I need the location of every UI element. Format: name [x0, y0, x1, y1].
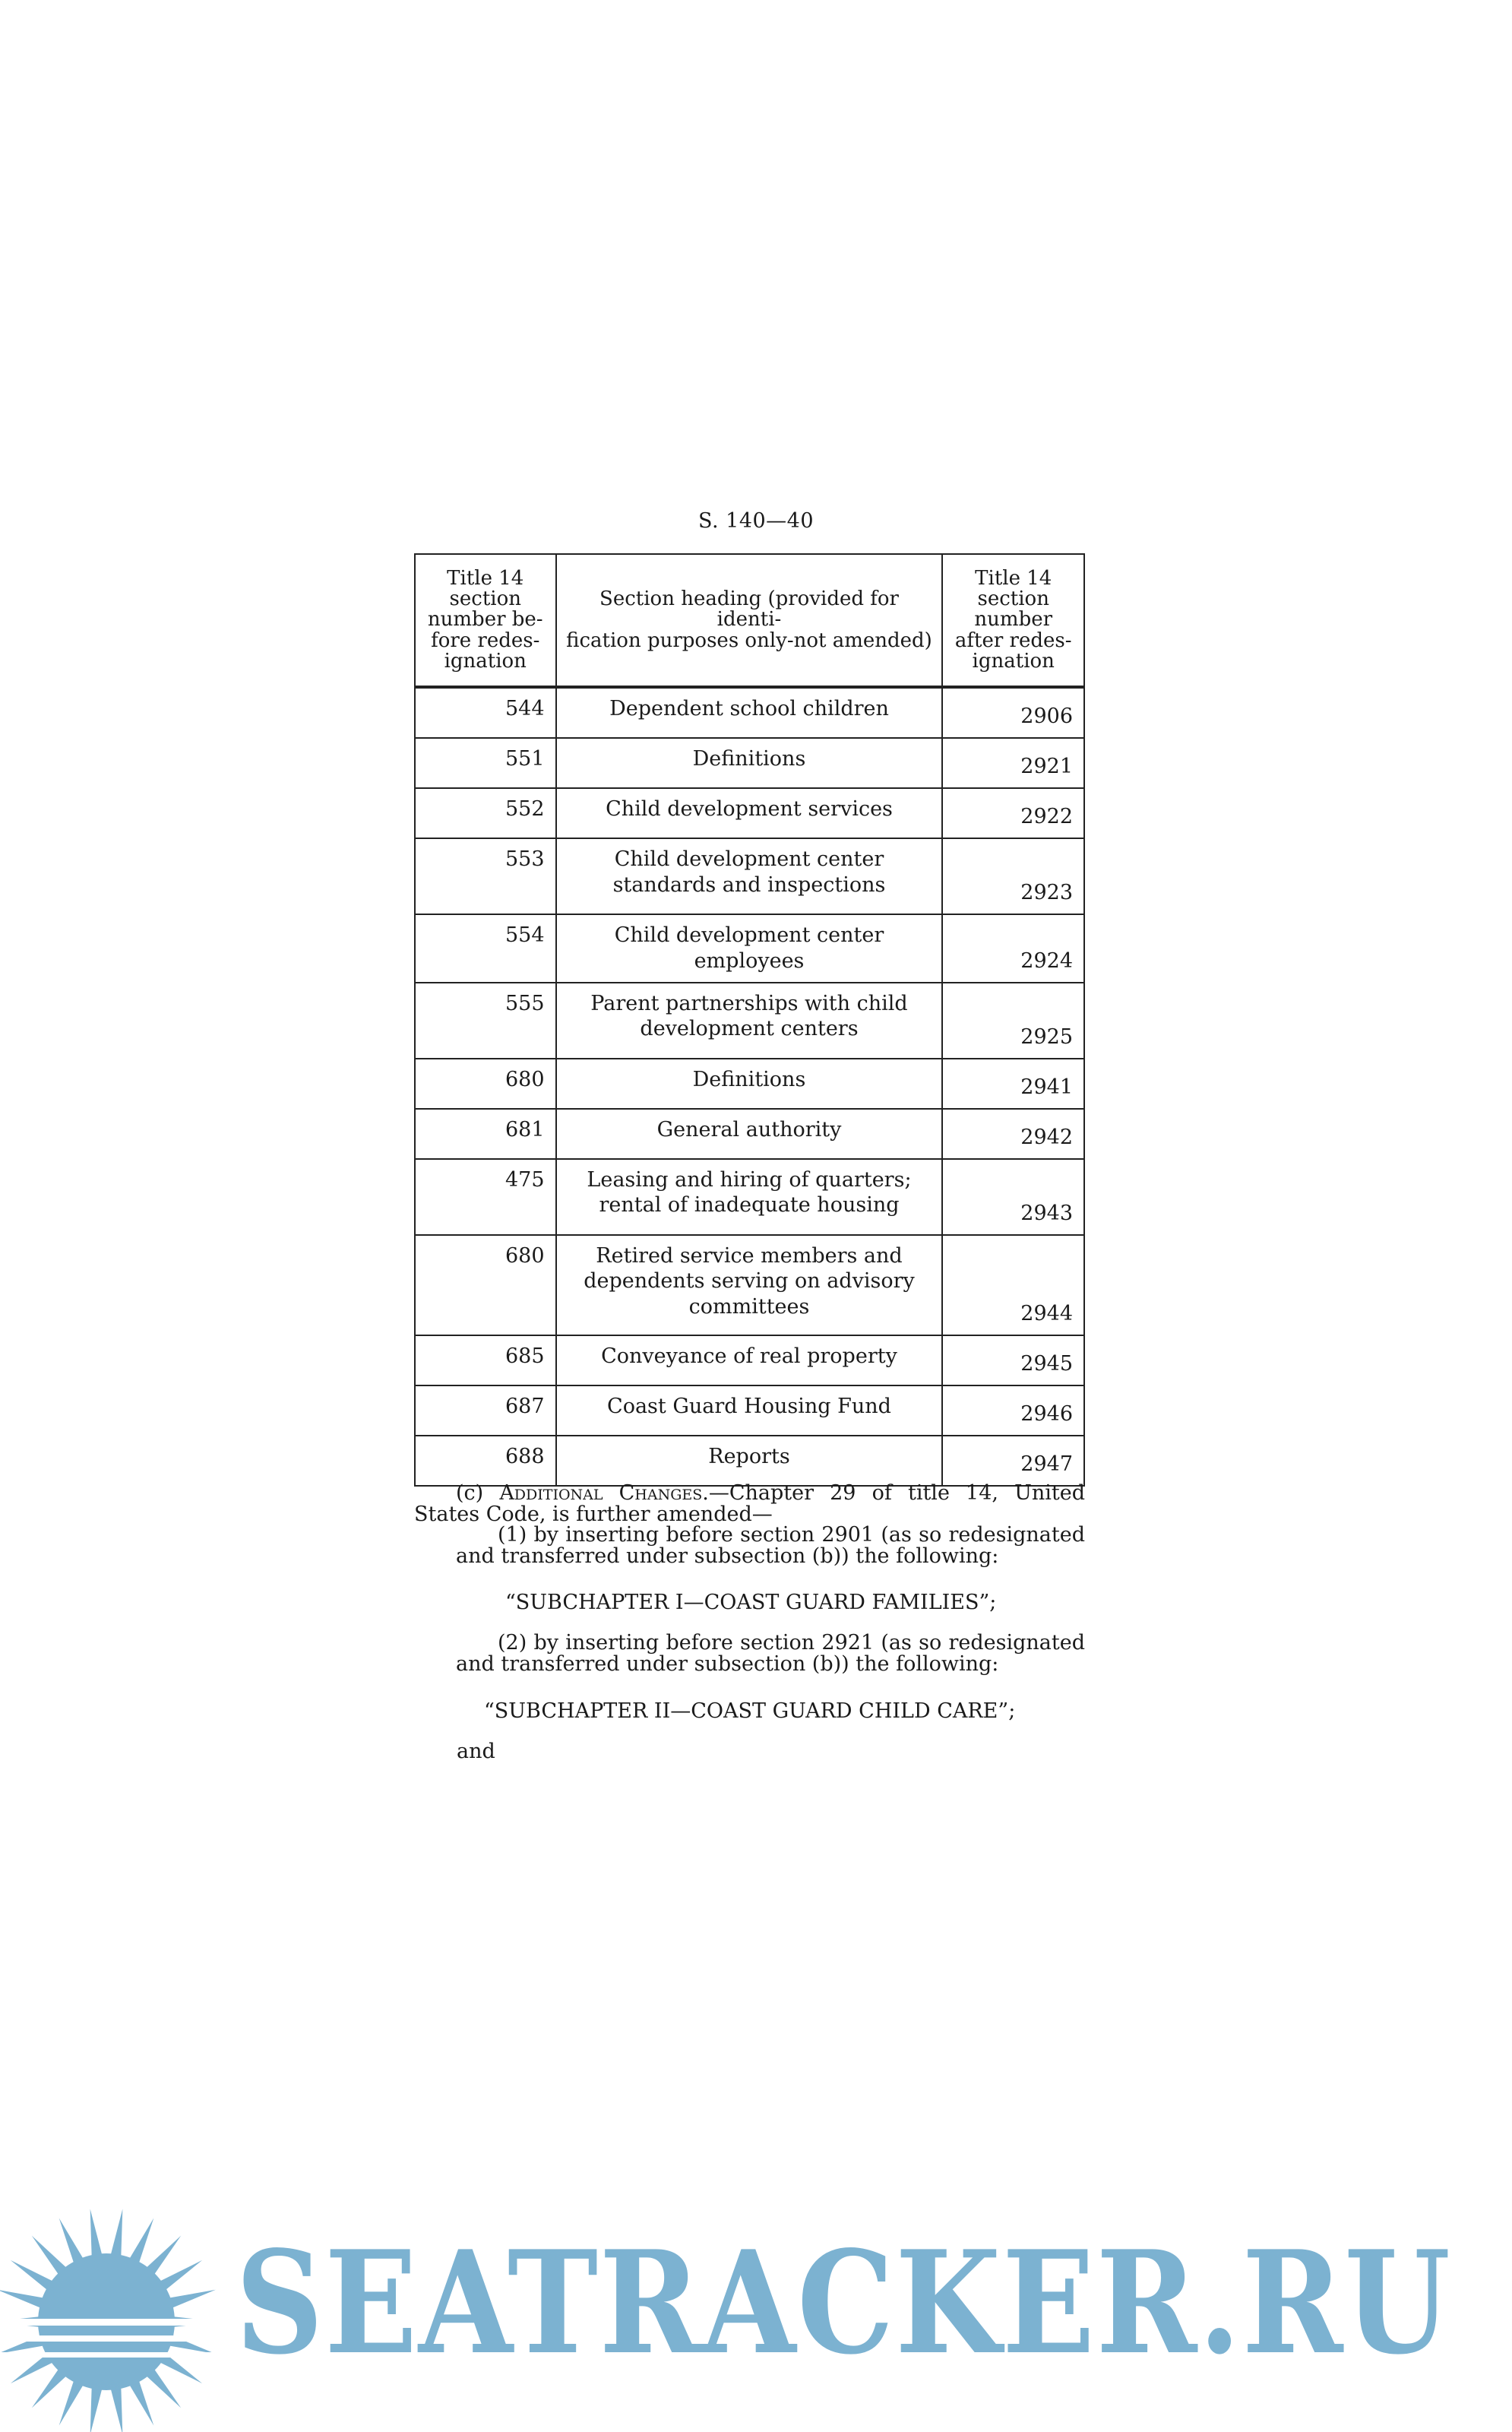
redesignation-table [414, 553, 1085, 1487]
cell-before-number: 555 [415, 983, 556, 1059]
table-row [415, 1059, 1084, 1109]
cell-section-heading: Child development center employees [556, 914, 943, 983]
column-header-after: Title 14 section number after redes- ignation [942, 554, 1084, 687]
table-row [415, 1109, 1084, 1159]
page-header: S. 140—40 [697, 509, 815, 533]
cell-before-number: 687 [415, 1385, 556, 1436]
cell-after-number: 2925 [942, 983, 1084, 1059]
sun-ray [11, 2354, 53, 2383]
table-header-row [415, 554, 1084, 687]
sun-ray [90, 2209, 103, 2257]
sun-ray [32, 2236, 67, 2275]
table-row [415, 1335, 1084, 1385]
cell-before-number: 685 [415, 1335, 556, 1385]
table-row [415, 738, 1084, 788]
sun-ray [59, 2380, 84, 2426]
cell-section-heading: General authority [556, 1109, 943, 1159]
cell-section-heading: Retired service members and dependents serving on advisory committees [556, 1235, 943, 1335]
paragraph-c-text: —Chapter 29 of title 14, United States Code, is further amended— [414, 1481, 1085, 1527]
cell-section-heading: Leasing and hiring of quarters; rental of inadequate housing [556, 1159, 943, 1235]
table-row [415, 1235, 1084, 1335]
cell-after-number: 2946 [942, 1385, 1084, 1436]
table-row [415, 788, 1084, 838]
amendment-item-1: (1) by inserting before section 2901 (as so redesignated and transferred under subsection (b)) the following: [456, 1523, 1085, 1569]
table-row [415, 687, 1084, 738]
sun-ray [169, 2290, 216, 2308]
cell-section-heading: Definitions [556, 1059, 943, 1109]
cell-before-number: 475 [415, 1159, 556, 1235]
cell-after-number: 2942 [942, 1109, 1084, 1159]
sun-ray [0, 2290, 44, 2308]
conjunction-and: and [457, 1740, 495, 1763]
table-row [415, 1159, 1084, 1235]
sun-ray [32, 2369, 67, 2408]
sun-ray [160, 2354, 202, 2383]
cell-after-number: 2924 [942, 914, 1084, 983]
cell-section-heading: Child development center standards and inspections [556, 838, 943, 914]
sun-ray [111, 2387, 123, 2432]
cell-before-number: 680 [415, 1059, 556, 1109]
table-row [415, 914, 1084, 983]
sun-ray [146, 2236, 181, 2275]
cell-before-number: 681 [415, 1109, 556, 1159]
cell-section-heading: Conveyance of real property [556, 1335, 943, 1385]
sun-ray [160, 2260, 202, 2290]
cell-after-number: 2947 [942, 1436, 1084, 1486]
cell-after-number: 2906 [942, 687, 1084, 738]
cell-section-heading: Reports [556, 1436, 943, 1486]
cell-before-number: 680 [415, 1235, 556, 1335]
paragraph-c [414, 1483, 1085, 1526]
cell-after-number: 2945 [942, 1335, 1084, 1385]
sun-ray [146, 2369, 181, 2408]
table-row [415, 838, 1084, 914]
column-header-before: Title 14 section number be- fore redes- ignation [415, 554, 556, 687]
cell-section-heading: Definitions [556, 738, 943, 788]
cell-section-heading: Parent partnerships with child development centers [556, 983, 943, 1059]
cell-after-number: 2943 [942, 1159, 1084, 1235]
cell-after-number: 2944 [942, 1235, 1084, 1335]
inserted-heading-2: “SUBCHAPTER II—COAST GUARD CHILD CARE”; [484, 1699, 1016, 1723]
sun-ray [129, 2380, 153, 2426]
sun-ray [129, 2218, 153, 2264]
inserted-heading-1: “SUBCHAPTER I—COAST GUARD FAMILIES”; [505, 1591, 997, 1614]
cell-after-number: 2921 [942, 738, 1084, 788]
cell-before-number: 554 [415, 914, 556, 983]
cell-before-number: 551 [415, 738, 556, 788]
sun-ray [111, 2209, 123, 2257]
cell-after-number: 2923 [942, 838, 1084, 914]
cell-section-heading: Dependent school children [556, 687, 943, 738]
cell-section-heading: Coast Guard Housing Fund [556, 1385, 943, 1436]
sun-ray [90, 2387, 103, 2432]
watermark-text: SEATRACKER.RU [236, 2219, 1452, 2386]
cell-after-number: 2941 [942, 1059, 1084, 1109]
column-header-heading: Section heading (provided for identi- fication purposes only-not amended) [556, 554, 943, 687]
amendment-item-2: (2) by inserting before section 2921 (as so redesignated and transferred under subsection (b)) the following: [456, 1631, 1085, 1677]
cell-before-number: 688 [415, 1436, 556, 1486]
table-body [415, 687, 1084, 1486]
cell-before-number: 544 [415, 687, 556, 738]
sun-ray [11, 2260, 53, 2290]
cell-section-heading: Child development services [556, 788, 943, 838]
table-row [415, 1436, 1084, 1486]
table-row [415, 983, 1084, 1059]
paragraph-c-caption: Additional Changes. [499, 1481, 709, 1505]
cell-after-number: 2922 [942, 788, 1084, 838]
cell-before-number: 552 [415, 788, 556, 838]
sun-ray [59, 2218, 84, 2264]
paragraph-c-label: (c) [456, 1481, 500, 1505]
table-row [415, 1385, 1084, 1436]
cell-before-number: 553 [415, 838, 556, 914]
